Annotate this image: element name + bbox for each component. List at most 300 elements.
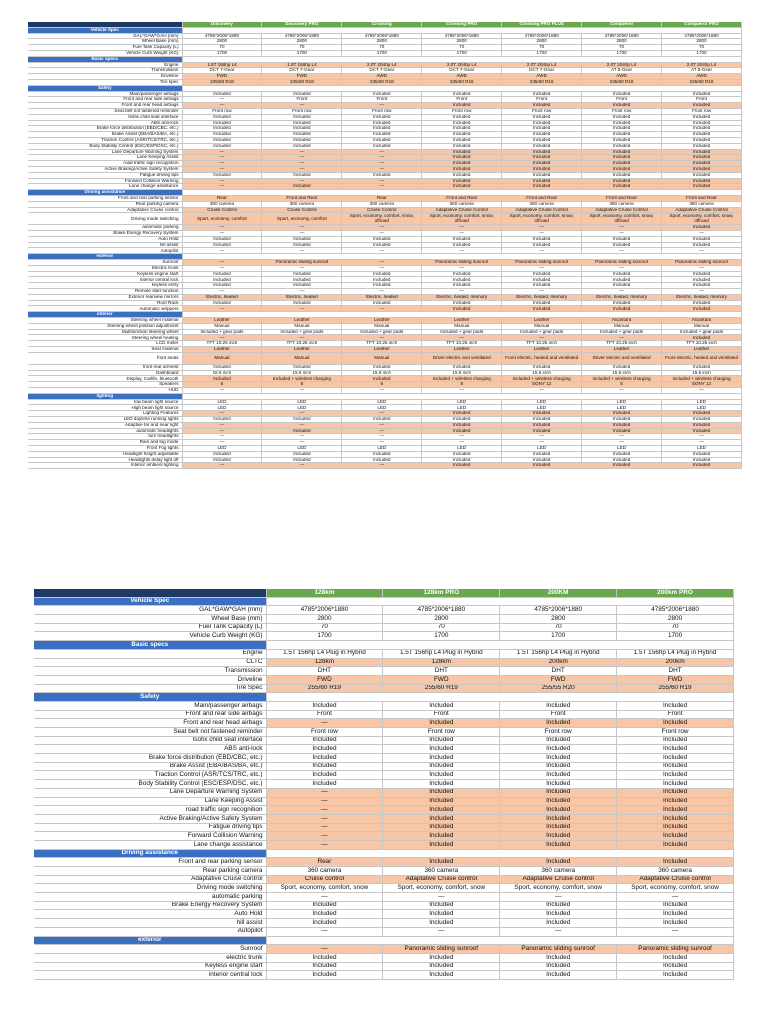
spec-value: — xyxy=(342,289,422,295)
table-row xyxy=(34,745,734,754)
row-label: Electric trunk xyxy=(28,265,182,271)
spec-value: LED xyxy=(582,445,662,451)
spec-value: — xyxy=(182,149,262,155)
spec-value: Included xyxy=(342,132,422,138)
spec-value: — xyxy=(266,788,383,797)
spec-value: 360 camera xyxy=(182,201,262,207)
spec-value: Included xyxy=(422,463,502,469)
row-label: High beam light source xyxy=(28,405,182,411)
spec-value: Included xyxy=(662,114,742,120)
spec-value: Front row xyxy=(182,108,262,114)
section-row xyxy=(34,849,734,858)
spec-value: Panoramic sliding sunroof xyxy=(262,260,342,266)
spec-value: Included xyxy=(582,451,662,457)
spec-value: Included xyxy=(182,283,262,289)
row-label: Traction Control (ASR/TCS/TRC, etc.) xyxy=(34,771,266,780)
spec-value: — xyxy=(266,832,383,841)
row-label: Rear parking camera xyxy=(34,867,266,876)
spec-value: — xyxy=(662,231,742,237)
row-label: Lane change assistance xyxy=(34,840,266,849)
spec-value: Included xyxy=(662,178,742,184)
spec-value: Included xyxy=(582,114,662,120)
spec-value: Included xyxy=(502,300,582,306)
spec-value: Included xyxy=(342,271,422,277)
spec-value: Panoramic sliding sunroof xyxy=(500,945,617,954)
spec-value: Included xyxy=(662,283,742,289)
spec-value: Front electric, heated and ventilated xyxy=(662,352,742,364)
row-label: LED daytime running lights xyxy=(28,417,182,423)
spec-value: Included xyxy=(617,762,734,771)
spec-value: — xyxy=(502,440,582,446)
spec-value: 1700 xyxy=(582,50,662,56)
spec-value: Included xyxy=(262,120,342,126)
row-label: Seat belt not fastened reminder xyxy=(34,728,266,737)
spec-value: — xyxy=(342,155,422,161)
spec-value: 70 xyxy=(582,45,662,51)
spec-value: Included xyxy=(500,962,617,971)
spec-value: 360 camera xyxy=(422,201,502,207)
spec-value: Included xyxy=(662,137,742,143)
spec-value: Included xyxy=(262,91,342,97)
spec-value: Included xyxy=(582,184,662,190)
row-label: Front and rear side airbags xyxy=(28,97,182,103)
row-label: Transmission xyxy=(34,667,266,676)
spec-value: Front row xyxy=(617,728,734,737)
spec-value: Included xyxy=(182,376,262,382)
spec-value: Included xyxy=(422,120,502,126)
spec-value: Included xyxy=(502,271,582,277)
table-row xyxy=(34,893,734,902)
spec-value: Included xyxy=(582,306,662,312)
spec-value: 128km xyxy=(383,658,500,667)
spec-value: LED xyxy=(422,405,502,411)
spec-value: — xyxy=(266,806,383,815)
spec-value: 235/60 R18 xyxy=(342,79,422,85)
spec-value: — xyxy=(266,719,383,728)
spec-value: 2800 xyxy=(342,39,422,45)
spec-value: Included xyxy=(182,364,262,370)
spec-value: Front and Rear xyxy=(582,195,662,201)
spec-value: 70 xyxy=(502,45,582,51)
row-label: Forward Collision Warning xyxy=(34,832,266,841)
row-label: interior central lock xyxy=(34,971,266,980)
spec-value: Included xyxy=(502,137,582,143)
spec-value: 6 xyxy=(342,382,422,388)
spec-value: Front row xyxy=(383,728,500,737)
spec-value: Driver electric and ventilated xyxy=(422,352,502,364)
spec-value: — xyxy=(500,927,617,936)
spec-value: Alcantara xyxy=(582,318,662,324)
spec-value: Included xyxy=(182,126,262,132)
spec-value: 15.6 inch xyxy=(582,370,662,376)
spec-value: Rear xyxy=(266,858,383,867)
spec-value: — xyxy=(582,335,662,341)
spec-value: — xyxy=(182,166,262,172)
row-label: Dashboard xyxy=(28,370,182,376)
spec-value: AT 8-Gear xyxy=(582,68,662,74)
row-label: Main/passenger airbags xyxy=(28,91,182,97)
spec-value: LED xyxy=(582,405,662,411)
row-label: automatic parking xyxy=(28,225,182,231)
row-label: Traction Control (ASR/TCS/TRC, etc.) xyxy=(28,137,182,143)
spec-value: Included xyxy=(422,143,502,149)
section-row xyxy=(34,641,734,650)
spec-value: Included xyxy=(500,797,617,806)
table-row xyxy=(28,376,742,382)
section-row xyxy=(34,936,734,945)
spec-value: 2800 xyxy=(582,39,662,45)
section-title: Safety xyxy=(34,693,266,702)
row-label: Autopilot xyxy=(28,248,182,254)
spec-value: Included xyxy=(502,155,582,161)
spec-value: Included xyxy=(582,120,662,126)
row-label: HUD xyxy=(28,388,182,394)
spec-value: — xyxy=(582,248,662,254)
spec-value: SONY 12 xyxy=(502,382,582,388)
spec-value: Included xyxy=(342,143,422,149)
spec-value: — xyxy=(502,248,582,254)
spec-value: 1.5T 156hp L4 Plug in Hybrid xyxy=(617,649,734,658)
spec-value: — xyxy=(262,155,342,161)
spec-value: Included + wireless charging xyxy=(662,376,742,382)
spec-value: Included xyxy=(502,184,582,190)
row-label: front seats xyxy=(28,352,182,364)
spec-value: Included xyxy=(582,457,662,463)
table-row xyxy=(34,858,734,867)
spec-value: Leather xyxy=(422,318,502,324)
spec-value: Front xyxy=(617,710,734,719)
spec-value: Included + wireless charging xyxy=(262,376,342,382)
spec-value: 1700 xyxy=(422,50,502,56)
spec-value: AWD xyxy=(662,74,742,80)
spec-value: — xyxy=(342,463,422,469)
spec-value: Included xyxy=(422,137,502,143)
spec-value: — xyxy=(262,388,342,394)
spec-value: Included xyxy=(617,919,734,928)
row-label: Lane Departure Warning System xyxy=(28,149,182,155)
spec-value: — xyxy=(182,161,262,167)
column-header: Crossing PRO xyxy=(422,22,502,27)
row-label: Main/passenger airbags xyxy=(34,701,266,710)
spec-value: Included xyxy=(502,422,582,428)
spec-value: Cruise Control xyxy=(182,207,262,213)
spec-value: Included xyxy=(182,451,262,457)
spec-value: — xyxy=(582,434,662,440)
row-label: Forward Collision Warning xyxy=(28,178,182,184)
spec-value: Included xyxy=(500,806,617,815)
spec-value: — xyxy=(617,927,734,936)
spec-value: Included xyxy=(502,161,582,167)
spec-value: Included xyxy=(383,736,500,745)
spec-value: — xyxy=(502,231,582,237)
spec-value: Manual xyxy=(662,323,742,329)
spec-value: 4785*2006*1880 xyxy=(266,606,383,615)
spec-value: Included xyxy=(662,422,742,428)
table-row xyxy=(34,658,734,667)
spec-value: — xyxy=(266,893,383,902)
row-label: Interior ambient lighting xyxy=(28,463,182,469)
section-title: exterior xyxy=(28,254,182,260)
spec-value: Included xyxy=(502,103,582,109)
spec-value: 2.0T 204hp L4 xyxy=(422,62,502,68)
spec-value: Included xyxy=(266,771,383,780)
spec-value: Included xyxy=(582,172,662,178)
spec-value: Included xyxy=(266,701,383,710)
section-spacer xyxy=(266,641,734,650)
section-spacer xyxy=(266,849,734,858)
spec-value: Included xyxy=(182,457,262,463)
spec-value: Included xyxy=(617,745,734,754)
row-label: Automatic wrippers xyxy=(28,306,182,312)
spec-value: Alcantara xyxy=(662,318,742,324)
spec-value: Electric, heated xyxy=(262,294,342,300)
spec-value: — xyxy=(342,103,422,109)
row-label: Keyless engine start xyxy=(34,962,266,971)
spec-value: Included xyxy=(383,771,500,780)
spec-value: DCT 7-Gear xyxy=(342,68,422,74)
spec-value: Included xyxy=(422,364,502,370)
row-label: GAL*GAW*GAH (mm) xyxy=(28,33,182,39)
spec-value: 2800 xyxy=(617,615,734,624)
spec-value: Included xyxy=(582,364,662,370)
table-row xyxy=(34,719,734,728)
spec-value: Included xyxy=(500,719,617,728)
row-label: road traffic sign recognition xyxy=(34,806,266,815)
row-label: Steering wheel heating xyxy=(28,335,182,341)
spec-value: LED xyxy=(182,399,262,405)
spec-value: Included + gear pads xyxy=(262,329,342,335)
table-row xyxy=(34,901,734,910)
spec-value: TFT 10.25 inch xyxy=(342,341,422,347)
spec-value: Included xyxy=(342,126,422,132)
spec-value: Included xyxy=(383,910,500,919)
spec-value: — xyxy=(502,434,582,440)
row-label: Auto Hold xyxy=(34,910,266,919)
spec-value: Leather xyxy=(342,318,422,324)
spec-value: 2800 xyxy=(662,39,742,45)
spec-value: 255/55 R20 xyxy=(500,684,617,693)
row-label: front rear armrest xyxy=(28,364,182,370)
row-label: interior central lock xyxy=(28,277,182,283)
row-label: Wheel Base (mm) xyxy=(28,39,182,45)
row-label: Lighting Features xyxy=(28,411,182,417)
spec-value: Included xyxy=(383,788,500,797)
row-label: Front and rear head airbags xyxy=(34,719,266,728)
row-label: Sunroof xyxy=(34,945,266,954)
spec-value: — xyxy=(502,388,582,394)
spec-value: Front xyxy=(383,710,500,719)
spec-value: Included + gear pads xyxy=(342,329,422,335)
spec-value: LED xyxy=(182,405,262,411)
spec-value: Included xyxy=(617,962,734,971)
spec-value: — xyxy=(502,225,582,231)
spec-value: — xyxy=(342,335,422,341)
spec-value: 2.0T 204hp L4 xyxy=(502,62,582,68)
row-label: Remote start function xyxy=(28,289,182,295)
spec-value: Included xyxy=(266,919,383,928)
spec-value: Included xyxy=(422,178,502,184)
spec-value: — xyxy=(182,306,262,312)
spec-value: 200km xyxy=(617,658,734,667)
spec-value: Included xyxy=(500,832,617,841)
spec-value: Front xyxy=(582,97,662,103)
spec-value: 1700 xyxy=(383,632,500,641)
spec-value: Included xyxy=(262,428,342,434)
spec-value: Included xyxy=(262,184,342,190)
spec-value: Included + gear pads xyxy=(662,329,742,335)
section-spacer xyxy=(266,597,734,606)
spec-value: Panoramic sliding sunroof xyxy=(662,260,742,266)
spec-value: Included xyxy=(342,137,422,143)
spec-value: Included xyxy=(662,161,742,167)
spec-value: Included + wireless charging xyxy=(502,376,582,382)
section-title: Vehicle Spec xyxy=(28,27,182,33)
spec-value: Included xyxy=(422,114,502,120)
spec-value: 360 camera xyxy=(662,201,742,207)
table-row xyxy=(34,962,734,971)
spec-value: Included xyxy=(262,364,342,370)
spec-value: Included xyxy=(617,736,734,745)
spec-value: AWD xyxy=(342,74,422,80)
spec-value: Included xyxy=(262,283,342,289)
spec-value: — xyxy=(182,411,262,417)
spec-value: Front xyxy=(342,97,422,103)
spec-value: Manual xyxy=(182,352,262,364)
spec-value: LED xyxy=(262,405,342,411)
spec-value: — xyxy=(182,265,262,271)
spec-value: 2.0T 204hp L4 xyxy=(662,62,742,68)
spec-value: — xyxy=(342,388,422,394)
spec-value: Adaptative Cruise control xyxy=(383,875,500,884)
spec-value: — xyxy=(617,893,734,902)
spec-value: — xyxy=(662,434,742,440)
spec-value: 70 xyxy=(422,45,502,51)
column-header: 128km PRO xyxy=(383,589,500,597)
spec-value: Front xyxy=(662,97,742,103)
spec-value: — xyxy=(662,289,742,295)
spec-value: LED xyxy=(502,445,582,451)
spec-value: Included xyxy=(422,411,502,417)
spec-value: 1.5T 156hp L4 Plug in Hybrid xyxy=(266,649,383,658)
spec-value: Included xyxy=(662,271,742,277)
spec-value: FWD xyxy=(262,74,342,80)
spec-value: Included xyxy=(500,788,617,797)
row-label: GAL*GAW*GAH (mm) xyxy=(34,606,266,615)
spec-value: Rear xyxy=(182,195,262,201)
spec-value: Included xyxy=(342,277,422,283)
spec-value: Included xyxy=(182,143,262,149)
spec-value: 8 xyxy=(422,382,502,388)
spec-value: Included xyxy=(502,283,582,289)
spec-value: Included xyxy=(500,701,617,710)
spec-value: LED xyxy=(422,399,502,405)
table-row xyxy=(34,814,734,823)
spec-value: 1700 xyxy=(342,50,422,56)
spec-value: 4785*2006*1880 xyxy=(662,33,742,39)
spec-value: 15.6 inch xyxy=(342,370,422,376)
spec-value: Included xyxy=(617,780,734,789)
spec-value: Front row xyxy=(266,728,383,737)
section-title: Driving assistance xyxy=(28,190,182,196)
spec-value: DHT xyxy=(500,667,617,676)
spec-value: Manual xyxy=(582,323,662,329)
spec-value: Included xyxy=(617,901,734,910)
row-label: Fuel Tank Capacity (L) xyxy=(34,623,266,632)
spec-value: — xyxy=(262,289,342,295)
spec-value: 2800 xyxy=(502,39,582,45)
spec-value: Included xyxy=(266,780,383,789)
spec-value: — xyxy=(182,225,262,231)
table-row xyxy=(34,806,734,815)
spec-value: Included + gear pads xyxy=(422,329,502,335)
table-row xyxy=(28,195,742,201)
spec-value: Included xyxy=(383,962,500,971)
spec-value: Front electric, heated and ventilated xyxy=(502,352,582,364)
spec-value: Included xyxy=(582,417,662,423)
spec-value: Included xyxy=(662,417,742,423)
spec-value: Included xyxy=(182,300,262,306)
spec-value: Included xyxy=(582,137,662,143)
spec-value: — xyxy=(422,440,502,446)
spec-value: Included xyxy=(383,858,500,867)
spec-value: — xyxy=(262,265,342,271)
spec-value: Included xyxy=(422,149,502,155)
spec-value: 235/60 R18 xyxy=(182,79,262,85)
spec-value: Included xyxy=(422,103,502,109)
spec-value: Included xyxy=(617,806,734,815)
spec-value: LED xyxy=(422,445,502,451)
row-label: automatic headlights xyxy=(28,428,182,434)
spec-value: Included xyxy=(262,236,342,242)
spec-value: — xyxy=(383,893,500,902)
spec-value: — xyxy=(266,840,383,849)
spec-table-gasoline xyxy=(28,22,742,469)
spec-value: — xyxy=(182,97,262,103)
table-row xyxy=(28,33,742,39)
spec-value: — xyxy=(662,388,742,394)
spec-table-hybrid xyxy=(34,589,734,980)
spec-value: — xyxy=(502,289,582,295)
spec-value: Included xyxy=(617,701,734,710)
spec-value: Included xyxy=(662,149,742,155)
table-row xyxy=(34,675,734,684)
spec-value: — xyxy=(182,422,262,428)
spec-value: DCT 7-Gear xyxy=(502,68,582,74)
column-header: 200KM xyxy=(500,589,617,597)
row-label: CLTC xyxy=(34,658,266,667)
spec-value: 255/60 R19 xyxy=(617,684,734,693)
spec-value: — xyxy=(262,440,342,446)
spec-value: Included + gear pads xyxy=(182,329,262,335)
spec-value: Included xyxy=(582,143,662,149)
spec-value: LED xyxy=(662,445,742,451)
spec-value: Included xyxy=(502,120,582,126)
spec-value: Included xyxy=(342,91,422,97)
spec-value: — xyxy=(342,225,422,231)
spec-value: 235/60 R18 xyxy=(422,79,502,85)
spec-value: Included xyxy=(422,184,502,190)
row-label: Body Stability Control (ESC/ESP/DSC, etc.) xyxy=(28,143,182,149)
row-label: ABS anti-lock xyxy=(28,120,182,126)
row-label: Multifunction steering wheel xyxy=(28,329,182,335)
row-label: keyless entry xyxy=(28,283,182,289)
spec-value: 1700 xyxy=(617,632,734,641)
spec-value: Included xyxy=(662,120,742,126)
spec-value: — xyxy=(502,335,582,341)
spec-value: Included xyxy=(582,155,662,161)
spec-value: Included xyxy=(662,457,742,463)
spec-value: — xyxy=(422,289,502,295)
